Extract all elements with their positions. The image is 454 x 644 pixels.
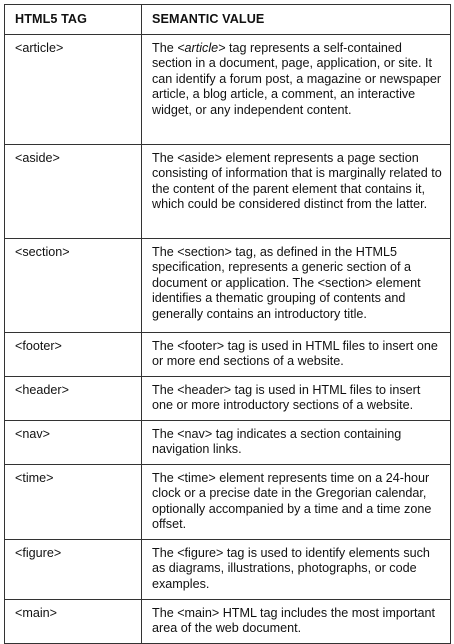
description-cell: The <time> element represents time on a 24-hour clock or a precise date in the Gregorian calendar, optionally accompanied by a time and a time zone offset. bbox=[142, 464, 451, 539]
tag-cell: <figure> bbox=[5, 539, 142, 599]
header-tag: HTML5 TAG bbox=[5, 5, 142, 35]
tag-cell: <footer> bbox=[5, 332, 142, 376]
table-row bbox=[5, 599, 451, 643]
header-semantic-value: SEMANTIC VALUE bbox=[142, 5, 451, 35]
header-row bbox=[5, 5, 451, 35]
tag-cell: <article> bbox=[5, 34, 142, 144]
tag-cell: <time> bbox=[5, 464, 142, 539]
description-cell: The <main> HTML tag includes the most important area of the web document. bbox=[142, 599, 451, 643]
description-cell: The <nav> tag indicates a section containing navigation links. bbox=[142, 420, 451, 464]
tag-cell: <header> bbox=[5, 376, 142, 420]
html5-tags-table bbox=[4, 4, 451, 644]
table-row bbox=[5, 238, 451, 332]
description-cell: The <section> tag, as defined in the HTML5 specification, represents a generic section of a document or application. The <section> element identifies a thematic grouping of contents and generally contains an introductory title. bbox=[142, 238, 451, 332]
description-cell bbox=[142, 34, 451, 144]
tag-cell: <aside> bbox=[5, 144, 142, 238]
description-cell: The <aside> element represents a page section consisting of information that is marginally related to the content of the parent element that contains it, which could be considered distinct from the latter. bbox=[142, 144, 451, 238]
table-row bbox=[5, 376, 451, 420]
description-cell: The <footer> tag is used in HTML files to insert one or more end sections of a website. bbox=[142, 332, 451, 376]
description-text: tag represents a self-contained section in a document, page, application, or site. It can identify a forum post, a magazine or newspaper article, a blog article, a comment, an interactive widget, or any independent content. bbox=[152, 40, 442, 117]
table-row bbox=[5, 464, 451, 539]
table-row bbox=[5, 332, 451, 376]
table-row bbox=[5, 34, 451, 144]
description-cell: The <header> tag is used in HTML files to insert one or more introductory sections of a website. bbox=[142, 376, 451, 420]
table-row bbox=[5, 420, 451, 464]
description-cell: The <figure> tag is used to identify elements such as diagrams, illustrations, photographs, or code examples. bbox=[142, 539, 451, 599]
description-emphasis: <article> bbox=[177, 40, 226, 55]
tag-cell: <nav> bbox=[5, 420, 142, 464]
table-row bbox=[5, 144, 451, 238]
description-text: The bbox=[152, 40, 178, 55]
tag-cell: <section> bbox=[5, 238, 142, 332]
tag-cell: <main> bbox=[5, 599, 142, 643]
table-row bbox=[5, 539, 451, 599]
